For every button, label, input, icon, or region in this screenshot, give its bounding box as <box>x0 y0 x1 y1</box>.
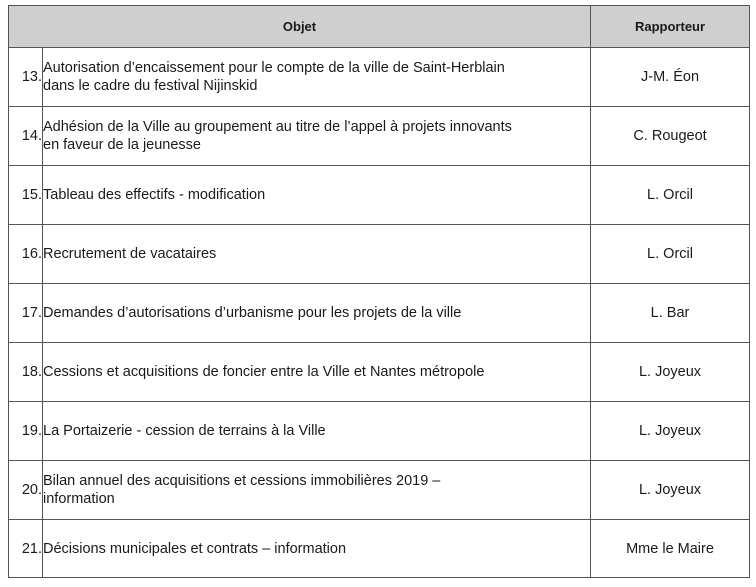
item-rapporteur: C. Rougeot <box>591 107 750 166</box>
item-subject <box>43 48 591 107</box>
table-row <box>9 284 750 343</box>
item-subject <box>43 107 591 166</box>
table-row <box>9 166 750 225</box>
item-subject-line: Tableau des effectifs - modification <box>43 187 266 203</box>
header-rapporteur: Rapporteur <box>591 6 750 48</box>
agenda-page <box>8 5 749 582</box>
table-body <box>9 48 750 578</box>
item-number: 14. <box>9 107 43 166</box>
item-number: 16. <box>9 225 43 284</box>
item-rapporteur: Mme le Maire <box>591 520 750 578</box>
agenda-table <box>8 5 750 578</box>
table-header-row <box>9 6 750 48</box>
item-subject <box>43 461 591 520</box>
item-subject-line: dans le cadre du festival Nijinskid <box>43 78 258 94</box>
item-rapporteur: L. Orcil <box>591 225 750 284</box>
item-subject-line: Cessions et acquisitions de foncier entre la Ville et Nantes métropole <box>43 364 485 380</box>
item-subject <box>43 520 591 578</box>
item-subject <box>43 284 591 343</box>
item-rapporteur: L. Joyeux <box>591 343 750 402</box>
item-rapporteur: L. Orcil <box>591 166 750 225</box>
item-number: 20. <box>9 461 43 520</box>
item-number: 21. <box>9 520 43 578</box>
item-number: 13. <box>9 48 43 107</box>
item-subject-line: Adhésion de la Ville au groupement au titre de l’appel à projets innovants <box>43 119 512 135</box>
item-rapporteur: L. Joyeux <box>591 461 750 520</box>
table-row <box>9 402 750 461</box>
table-row <box>9 343 750 402</box>
item-subject-line: information <box>43 491 115 507</box>
item-number: 17. <box>9 284 43 343</box>
item-subject-line: Recrutement de vacataires <box>43 246 217 262</box>
item-subject-line: La Portaizerie - cession de terrains à la Ville <box>43 423 326 439</box>
item-number: 19. <box>9 402 43 461</box>
item-subject-line: en faveur de la jeunesse <box>43 137 201 153</box>
table-row <box>9 520 750 578</box>
item-subject <box>43 225 591 284</box>
table-row <box>9 461 750 520</box>
item-subject-line: Bilan annuel des acquisitions et cessions immobilières 2019 – <box>43 473 441 489</box>
item-number: 18. <box>9 343 43 402</box>
item-subject-line: Autorisation d’encaissement pour le compte de la ville de Saint-Herblain <box>43 60 505 76</box>
item-rapporteur: J-M. Éon <box>591 48 750 107</box>
item-rapporteur: L. Joyeux <box>591 402 750 461</box>
item-subject-line: Décisions municipales et contrats – information <box>43 540 347 557</box>
item-rapporteur: L. Bar <box>591 284 750 343</box>
table-row <box>9 225 750 284</box>
item-subject-line: Demandes d’autorisations d’urbanisme pour les projets de la ville <box>43 305 462 321</box>
table-row <box>9 48 750 107</box>
item-number: 15. <box>9 166 43 225</box>
item-subject <box>43 166 591 225</box>
item-subject <box>43 402 591 461</box>
table-row <box>9 107 750 166</box>
item-subject <box>43 343 591 402</box>
header-subject: Objet <box>9 6 591 48</box>
